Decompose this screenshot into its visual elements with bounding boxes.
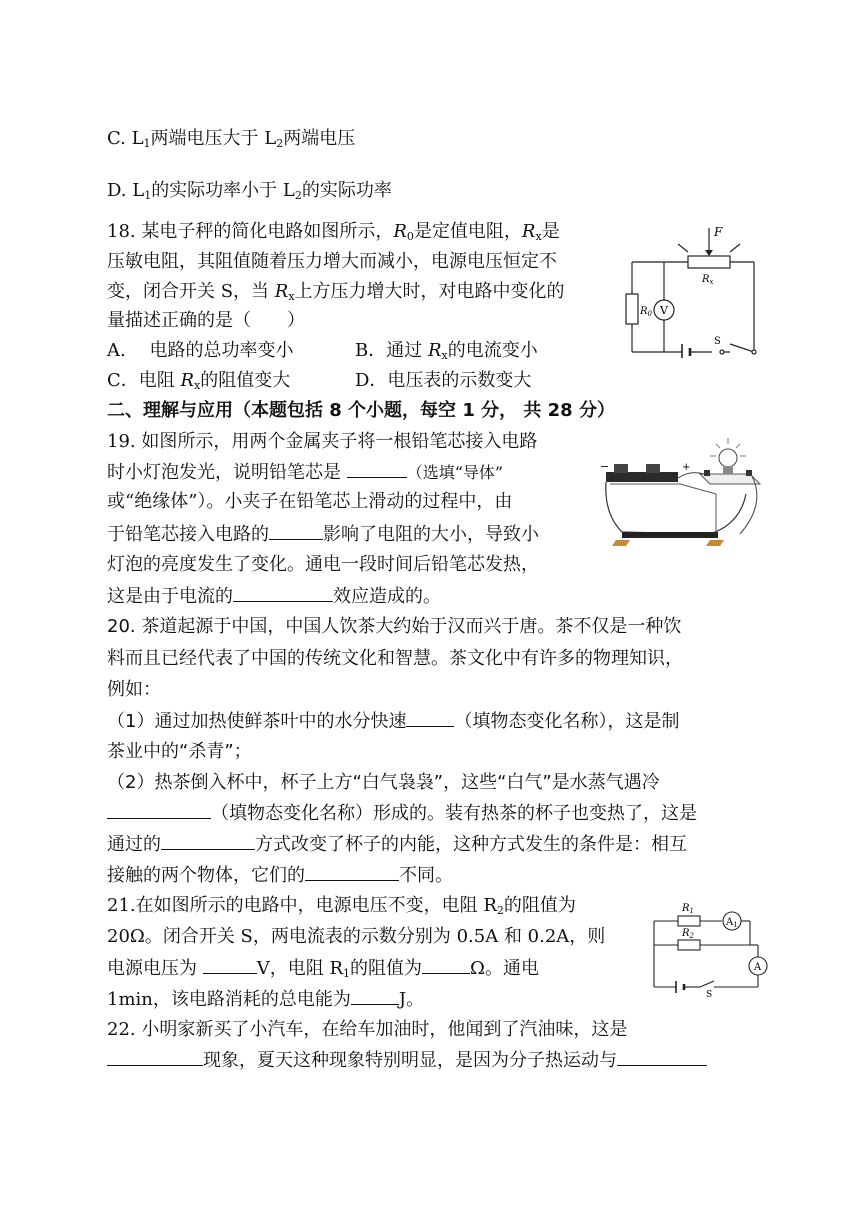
q19-line-1: 19. 如图所示，用两个金属夹子将一根铅笔芯接入电路: [107, 431, 538, 452]
q19-pencil-circuit-figure: [600, 434, 770, 554]
q21-line-3: 电源电压为 V，电阻 $R_1$的阻值为 Ω。通电: [107, 958, 539, 980]
q22-line-2: 现象，夏天这种现象特别明显，是因为分子热运动与: [107, 1049, 707, 1072]
q18-option-a: A. 电路的总功率变小: [107, 340, 294, 361]
q21-blank-1[interactable]: [203, 957, 257, 974]
q22-blank-2[interactable]: [617, 1049, 707, 1066]
q18-figure-s-label: S: [714, 336, 721, 347]
q20-line-4: （1）通过加热使鲜茶叶中的水分快速 （填物态变化名称），这是制: [107, 711, 680, 732]
q18-figure-f-label: F: [714, 225, 723, 239]
q18-figure-r0-label: $R_0$: [640, 306, 652, 318]
q21-blank-3[interactable]: [351, 988, 399, 1005]
q20-blank-2[interactable]: [107, 802, 211, 819]
q20-line-3: 例如：: [107, 679, 161, 700]
q18-line-4: 量描述正确的是（ ）: [107, 310, 305, 331]
q18-line-3: 变，闭合开关 S，当 $R_x$上方压力增大时，对电路中变化的: [107, 281, 565, 303]
q20-blank-4[interactable]: [305, 864, 399, 881]
q21-figure-r1-label: $R_1$: [682, 903, 694, 915]
q20-line-6: （2）热茶倒入杯中，杯子上方“白气袅袅”，这些“白气”是水蒸气遇冷: [107, 772, 660, 793]
q21-line-4: 1min，该电路消耗的总电能为 J。: [107, 989, 425, 1010]
q18-line-2: 压敏电阻，其阻值随着压力增大而减小，电源电压恒定不: [107, 251, 557, 272]
q21-line-2: 20Ω。闭合开关 S，两电流表的示数分别为 0.5A 和 0.2A，则: [107, 926, 606, 947]
q21-figure-s-label: S: [706, 990, 713, 997]
q21-blank-2[interactable]: [422, 957, 470, 974]
q18-circuit-figure: [622, 222, 762, 358]
q19-blank-1[interactable]: [347, 461, 407, 478]
q22-blank-1[interactable]: [107, 1049, 203, 1066]
q19-figure-minus: −: [600, 460, 610, 473]
q19-line-5: 灯泡的亮度发生了变化。通电一段时间后铅笔芯发热，: [107, 554, 539, 575]
q19-blank-2[interactable]: [269, 523, 323, 540]
q18-figure-v-label: V: [660, 304, 668, 317]
q20-line-1: 20. 茶道起源于中国，中国人饮茶大约始于汉而兴于唐。茶不仅是一种饮: [107, 616, 682, 637]
q22-line-1: 22. 小明家新买了小汽车，在给车加油时，他闻到了汽油味，这是: [107, 1019, 628, 1040]
q19-line-2: 时小灯泡发光，说明铅笔芯是 （选填“导体”: [107, 462, 504, 483]
q18-option-b: B．通过 $R_x$的电流变小: [355, 340, 538, 362]
q21-figure-a-label: A: [754, 962, 762, 973]
q18-figure-rx-label: $R_x$: [702, 274, 714, 286]
section-2-heading: 二、理解与应用（本题包括 8 个小题，每空 1 分， 共 28 分）: [107, 400, 615, 421]
q18-option-d: D．电压表的示数变大: [355, 370, 532, 391]
q20-blank-3[interactable]: [161, 833, 255, 850]
q20-line-8: 通过的 方式改变了杯子的内能，这种方式发生的条件是：相互: [107, 834, 687, 855]
q19-line-4: 于铅笔芯接入电路的 影响了电阻的大小，导致小: [107, 524, 539, 545]
q19-line-3: 或“绝缘体”）。小夹子在铅笔芯上滑动的过程中，由: [107, 491, 513, 512]
q20-line-9: 接触的两个物体，它们的 不同。: [107, 865, 453, 886]
q17-option-d: D. $L_1$的实际功率小于 $L_2$的实际功率: [107, 180, 392, 202]
q20-line-7: （填物态变化名称）形成的。装有热茶的杯子也变热了，这是: [107, 802, 697, 825]
q18-line-1: 18. 某电子秤的简化电路如图所示，$R_0$是定值电阻，$R_x$是: [107, 221, 560, 243]
q19-blank-3[interactable]: [233, 585, 333, 602]
q20-line-2: 料而且已经代表了中国的传统文化和智慧。茶文化中有许多的物理知识，: [107, 648, 683, 669]
q21-figure-r2-label: $R_2$: [682, 928, 694, 940]
q19-figure-plus: +: [682, 462, 691, 473]
q19-line-6: 这是由于电流的 效应造成的。: [107, 586, 441, 607]
q20-blank-1[interactable]: [406, 710, 454, 727]
q21-line-1: 21.在如图所示的电路中，电源电压不变，电阻 $R_2$的阻值为: [107, 895, 576, 917]
q21-circuit-figure: [648, 893, 772, 997]
q17-option-c: C. $L_1$两端电压大于 $L_2$两端电压: [107, 128, 356, 150]
q20-line-5: 茶业中的“杀青”；: [107, 741, 252, 762]
q21-figure-a1-label: $A_1$: [726, 917, 738, 929]
q18-option-c: C．电阻 $R_x$的阻值变大: [107, 370, 291, 392]
